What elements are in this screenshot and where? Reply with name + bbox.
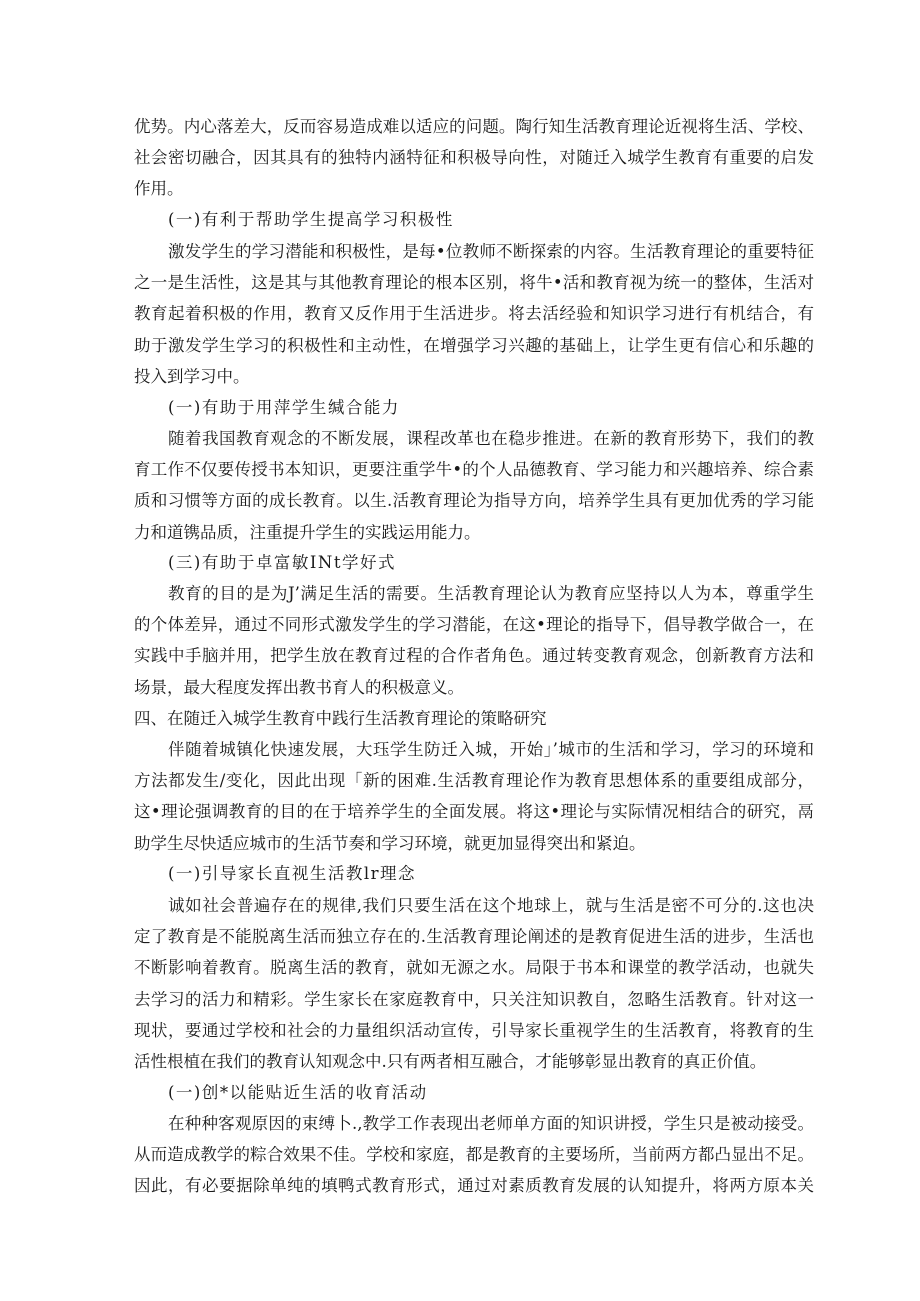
text-line: 之一是生活性，这是其与其他教育理论的根本区别，将牛•活和教育视为统一的整体，生活对 [134, 273, 814, 293]
text-line: 现状，要通过学校和社会的力量组织活动宣传，引导家长重视学生的生活教育，将教育的生 [134, 1020, 814, 1040]
subheading-6: (一)创*以能贴近生活的收育活动 [168, 1083, 428, 1102]
text-line: 实践中手脑并用，把学生放在教育过程的合作者角色。通过转变教育观念，创新教育方法和 [134, 646, 814, 666]
subheading-3: (三)有助于卓富敏INt学好式 [168, 553, 396, 572]
text-line: 教育起着积极的作用，教育又反作用于生活进步。将去活经验和知识学习进行有机结合，有 [134, 304, 814, 324]
text-line: 社会密切融合，因其具有的独特内涵特征和积极导向性，对随迁入城学生教育有重要的启发 [134, 148, 814, 168]
text-line: 的个体差异，通过不同形式激发学生的学习潜能，在这•理论的指导下，倡导教学做合一，在 [134, 615, 814, 635]
text-line: 助于激发学生学习的积极性和主动性，在增强学习兴趣的基础上，让学生更有信心和乐趣的 [134, 335, 814, 355]
text-line: 随着我国教育观念的不断发展，课程改革也在稳步推进。在新的教育形势下，我们的教 [168, 429, 814, 448]
text-line: 场景，最大程度发挥出教书育人的积极意义。 [134, 677, 464, 697]
text-line: 在种种客观原因的束缚卜.,教学工作表现出老师单方面的知识讲授，学生只是被动接受。 [168, 1114, 814, 1133]
subheading-2: (一)有助于用萍学生缄合能力 [168, 398, 400, 417]
section-heading-4: 四、在随迁入城学生教育中践行生活教育理论的策略研究 [134, 709, 547, 728]
subheading-5: (一)引导家长直视生活教lr理念 [168, 864, 417, 883]
text-line: 投入到学习中。 [134, 366, 250, 386]
text-line: 作用。 [134, 179, 184, 199]
text-line: 从而造成教学的粽合效果不佳。学校和家庭，都是教育的主要场所，当前两方都凸显出不足。 [134, 1145, 814, 1165]
text-line: 质和习惯等方面的成长教育。以生.活教育理论为指导方向，培养学生具有更加优秀的学习能 [134, 491, 814, 511]
paragraph-4 [134, 734, 814, 859]
text-line: 活性根植在我们的教育认知观念中.只有两者相互融合，才能够彰显出教育的真正价值。 [134, 1052, 767, 1072]
paragraph-6 [134, 1108, 814, 1202]
paragraph-5 [134, 890, 814, 1077]
subheading-1: (一)有利于帮助学生提高学习积极性 [168, 210, 454, 229]
text-line: 因此，有必要据除单纯的填鸭式教育形式，通过对素质教育发展的认知提升，将两方原本关 [134, 1176, 814, 1196]
paragraph-intro [134, 111, 814, 205]
text-line: 优势。内心落差大，反而容易造成难以适应的问题。陶行知生活教育理论近视将生活、学校、 [134, 117, 814, 136]
text-line: 激发学生的学习潜能和积极性，是每•位教师不断探索的内容。生活教育理论的重要特征 [168, 242, 814, 261]
text-line: 力和道镌品质，注重提升学生的实践运用能力。 [134, 522, 481, 542]
text-line: 方法都发生/变化，因此出现「新的困难.生活教育理论作为教育思想体系的重要组成部分， [134, 771, 814, 791]
text-line: 伴随着城镇化快速发展，大珏学生防迁入城，开始」’城市的生活和学习，学习的环境和 [168, 740, 814, 759]
paragraph-2 [134, 423, 814, 548]
text-line: 育工作不仅要传授书本知识，更要注重学牛•的个人品德教育、学习能力和兴趣培养、综合素 [134, 460, 814, 480]
text-line: 教育的目的是为J’满足生活的需要。生活教育理论认为教育应坚持以人为本，尊重学生 [168, 584, 814, 603]
text-line: 诚如社会普遍存在的规律,我们只要生活在这个地球上，就与生活是密不可分的.这也决 [168, 896, 814, 915]
text-line: 定了教育是不能脱离生活而独立存在的.生活教育理论阐述的是教育促进生活的进步，生活也 [134, 927, 814, 947]
text-line: 去学习的活力和精彩。学生家长在家庭教育中，只关注知识教自，忽略生活教育。针对这一 [134, 989, 814, 1009]
text-line: 不断影响着教育。脱离生活的教育，就如无源之水。局限于书本和课堂的教学活动，也就失 [134, 958, 814, 978]
text-line: 这•理论强调教育的目的在于培养学生的全面发展。将这•理论与实际情况相结合的研究，鬲 [134, 802, 814, 822]
paragraph-1 [134, 236, 814, 392]
paragraph-3 [134, 578, 814, 703]
text-line: 助学生尽快适应城市的生活节奏和学习环境，就更加显得突出和紧迫。 [134, 833, 646, 853]
